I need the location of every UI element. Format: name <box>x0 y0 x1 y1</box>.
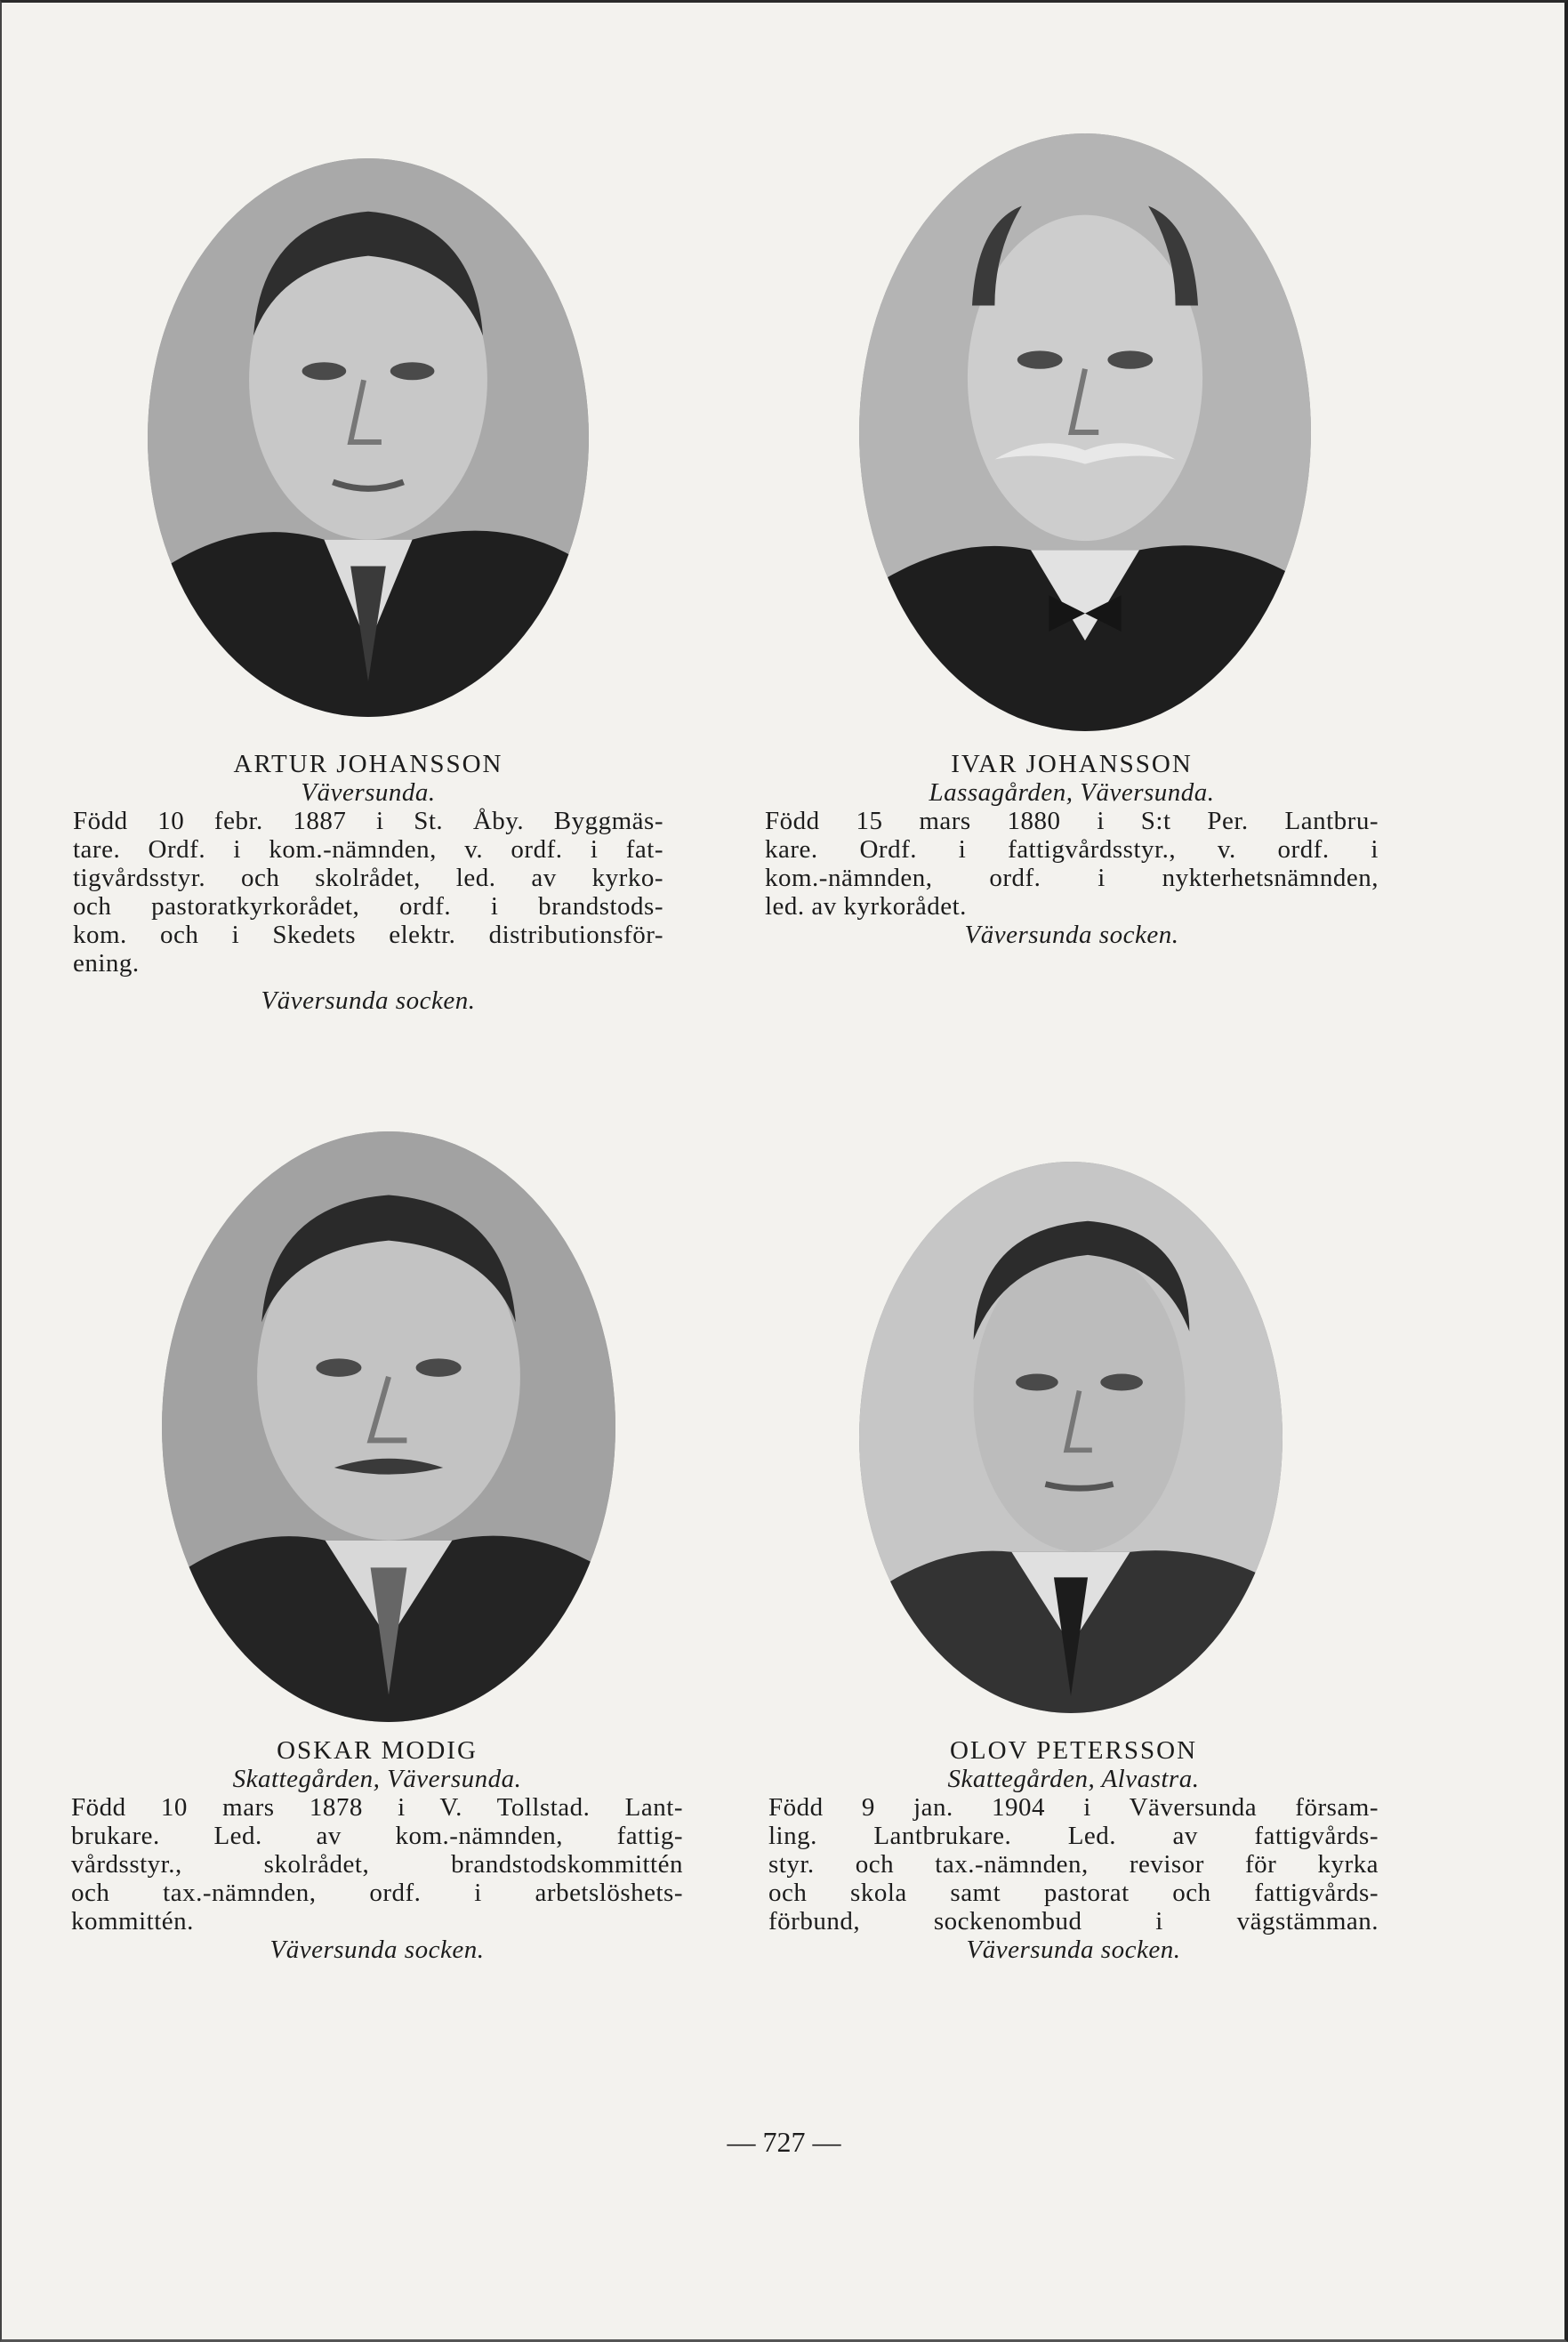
parish: Väversunda socken. <box>966 1936 1181 1964</box>
caption-oskar-modig <box>71 1736 683 1964</box>
person-place: Lassagården, Väversunda. <box>929 778 1215 807</box>
portrait-photo-ivar-johansson <box>859 133 1311 731</box>
bio-line: ening. <box>73 949 140 978</box>
parish: Väversunda socken. <box>261 986 476 1015</box>
person-name: ARTUR JOHANSSON <box>233 750 503 778</box>
page-number: — 727 — <box>727 2126 841 2158</box>
portrait-photo-oskar-modig <box>162 1131 615 1722</box>
bio-line: kommittén. <box>71 1907 194 1936</box>
portrait-photo-olov-petersson <box>859 1162 1283 1713</box>
bio-line: Född 15 mars 1880 i S:t Per. Lantbru- <box>765 807 1379 835</box>
bio-line: styr. och tax.-nämnden, revisor för kyrka <box>768 1850 1379 1879</box>
bio-line: och pastoratkyrkorådet, ordf. i brandstods- <box>73 892 663 921</box>
bio-line: brukare. Led. av kom.-nämnden, fattig- <box>71 1822 683 1850</box>
bio-line: och tax.-nämnden, ordf. i arbetslöshets- <box>71 1879 683 1907</box>
bio-line: Född 9 jan. 1904 i Väversunda försam- <box>768 1793 1379 1822</box>
caption-ivar-johansson <box>765 750 1379 949</box>
bio-line: ling. Lantbrukare. Led. av fattigvårds- <box>768 1822 1379 1850</box>
portrait-photo-artur-johansson <box>148 158 589 717</box>
parish: Väversunda socken. <box>269 1936 485 1964</box>
bio-line: och skola samt pastorat och fattigvårds- <box>768 1879 1379 1907</box>
bio-line: kare. Ordf. i fattigvårdsstyr., v. ordf. i <box>765 835 1379 864</box>
person-place: Väversunda. <box>301 778 436 807</box>
person-name: OLOV PETERSSON <box>949 1736 1198 1765</box>
bio-line: led. av kyrkorådet. <box>765 892 967 921</box>
bio-line: tare. Ordf. i kom.-nämnden, v. ordf. i fat- <box>73 835 663 864</box>
parish: Väversunda socken. <box>964 921 1179 949</box>
bio-line: vårdsstyr., skolrådet, brandstodskommittén <box>71 1850 683 1879</box>
caption-artur-johansson <box>73 750 663 1015</box>
bio-line: kom.-nämnden, ordf. i nykterhetsnämnden, <box>765 864 1379 892</box>
person-place: Skattegården, Alvastra. <box>947 1765 1200 1793</box>
bio-line: kom. och i Skedets elektr. distributionsför- <box>73 921 663 949</box>
caption-olov-petersson <box>768 1736 1379 1964</box>
bio-line: förbund, sockenombud i vägstämman. <box>768 1907 1379 1936</box>
person-place: Skattegården, Väversunda. <box>232 1765 522 1793</box>
person-name: OSKAR MODIG <box>277 1736 478 1765</box>
bio-line: Född 10 febr. 1887 i St. Åby. Byggmäs- <box>73 807 663 835</box>
person-name: IVAR JOHANSSON <box>951 750 1193 778</box>
bio-line: Född 10 mars 1878 i V. Tollstad. Lant- <box>71 1793 683 1822</box>
bio-line: tigvårdsstyr. och skolrådet, led. av kyrko- <box>73 864 663 892</box>
